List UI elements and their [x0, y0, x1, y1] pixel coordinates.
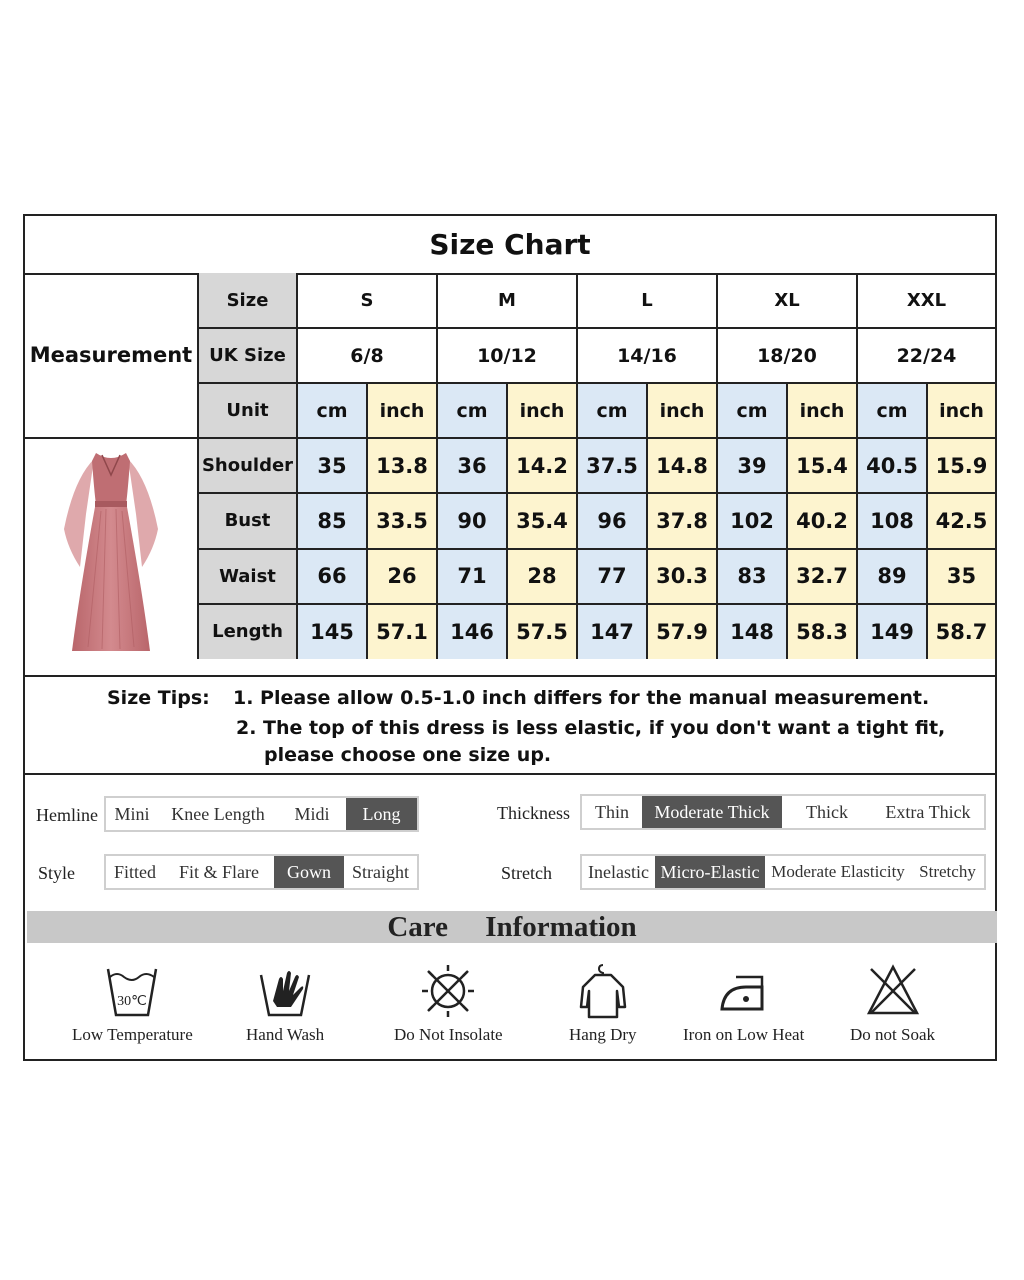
size-l: L [577, 273, 717, 328]
care-label-hang-dry: Hang Dry [569, 1025, 637, 1044]
table-cell: 57.5 [507, 604, 577, 659]
uk-size-l: 14/16 [577, 328, 717, 383]
no-sun-icon [416, 961, 480, 1021]
table-cell: 35 [927, 549, 995, 604]
style-label: Style [38, 863, 76, 883]
unit-header: Unit [198, 383, 297, 438]
style-option-straight[interactable]: Straight [352, 861, 409, 882]
iron-low-icon [716, 961, 772, 1021]
table-cell: 26 [367, 549, 437, 604]
table-cell: 85 [297, 493, 367, 548]
table-cell: 108 [857, 493, 927, 548]
care-item-iron-on-low-heat [683, 961, 804, 1045]
care-information-title: Care Information [387, 910, 637, 943]
size-tips-label: Size Tips: [107, 687, 210, 709]
measurement-row-shoulder [25, 438, 995, 493]
table-cell: 147 [577, 604, 647, 659]
table-cell: 30.3 [647, 549, 717, 604]
size-tips [25, 675, 995, 775]
hemline-options [104, 796, 419, 832]
care-label-iron-on-low-heat: Iron on Low Heat [683, 1025, 805, 1044]
no-soak-icon [865, 961, 921, 1021]
wash-30-icon [104, 961, 160, 1021]
table-cell: 32.7 [787, 549, 857, 604]
size-tip-2: 2. The top of this dress is less elastic, if you don't want a tight fit, [236, 717, 946, 739]
style-option-fitted[interactable]: Fitted [113, 861, 156, 882]
unit-cm: cm [717, 383, 787, 438]
table-cell: 39 [717, 438, 787, 493]
uk-size-header: UK Size [198, 328, 297, 383]
table-cell: 40.5 [857, 438, 927, 493]
uk-size-s: 6/8 [297, 328, 437, 383]
style-options [104, 854, 419, 890]
hang-dry-icon [575, 961, 631, 1021]
stretch-option-moderate-elasticity[interactable]: Moderate Elasticity [771, 862, 905, 881]
uk-size-xl: 18/20 [717, 328, 857, 383]
stretch-option-stretchy[interactable]: Stretchy [919, 862, 976, 881]
table-cell: 148 [717, 604, 787, 659]
thickness-option-thick[interactable]: Thick [806, 801, 848, 822]
title-row [25, 216, 995, 275]
table-cell: 42.5 [927, 493, 995, 548]
size-xxl: XXL [857, 273, 995, 328]
size-tip-1: 1. Please allow 0.5-1.0 inch differs for the manual measurement. [233, 687, 930, 709]
style-option-fit-and-flare[interactable]: Fit & Flare [179, 861, 259, 882]
hemline-option-long-selected[interactable]: Long [346, 798, 417, 830]
thickness-label: Thickness [497, 803, 570, 823]
care-item-do-not-insolate [394, 961, 503, 1045]
thickness-option-extra-thick[interactable]: Extra Thick [885, 801, 971, 822]
care-item-hang-dry [569, 961, 637, 1045]
table-cell: 89 [857, 549, 927, 604]
measurement-label-shoulder: Shoulder [198, 438, 297, 493]
hand-wash-icon [257, 961, 313, 1021]
thickness-option-thin[interactable]: Thin [595, 801, 629, 822]
stretch-options [580, 854, 986, 890]
stretch-option-micro-elastic-selected[interactable]: Micro-Elastic [655, 856, 765, 888]
table-cell: 36 [437, 438, 507, 493]
table-cell: 149 [857, 604, 927, 659]
table-cell: 145 [297, 604, 367, 659]
hemline-option-mini[interactable]: Mini [114, 803, 150, 824]
unit-inch: inch [927, 383, 995, 438]
care-item-hand-wash [246, 961, 324, 1045]
table-cell: 90 [437, 493, 507, 548]
table-cell: 58.7 [927, 604, 995, 659]
size-m: M [437, 273, 577, 328]
table-cell: 146 [437, 604, 507, 659]
uk-size-xxl: 22/24 [857, 328, 995, 383]
measurement-label-bust: Bust [198, 493, 297, 548]
size-table [25, 273, 995, 659]
care-label-do-not-insolate: Do Not Insolate [394, 1025, 503, 1044]
size-xl: XL [717, 273, 857, 328]
table-cell: 13.8 [367, 438, 437, 493]
table-cell: 28 [507, 549, 577, 604]
wash-temperature-text: 30℃ [117, 994, 148, 1009]
unit-cm: cm [297, 383, 367, 438]
care-label-do-not-soak: Do not Soak [850, 1025, 935, 1044]
unit-cm: cm [857, 383, 927, 438]
table-cell: 35.4 [507, 493, 577, 548]
table-cell: 33.5 [367, 493, 437, 548]
unit-inch: inch [787, 383, 857, 438]
table-cell: 83 [717, 549, 787, 604]
stretch-label: Stretch [501, 863, 552, 883]
table-cell: 37.8 [647, 493, 717, 548]
dress-image [56, 439, 166, 659]
unit-inch: inch [367, 383, 437, 438]
table-cell: 35 [297, 438, 367, 493]
unit-cm: cm [437, 383, 507, 438]
table-cell: 14.8 [647, 438, 717, 493]
size-chart-sheet [23, 214, 997, 1061]
table-cell: 58.3 [787, 604, 857, 659]
table-cell: 102 [717, 493, 787, 548]
thickness-options [580, 794, 986, 830]
measurement-label-waist: Waist [198, 549, 297, 604]
thickness-option-moderate-thick-selected[interactable]: Moderate Thick [642, 796, 782, 828]
care-information-bar [27, 911, 997, 943]
table-cell: 57.1 [367, 604, 437, 659]
uk-size-m: 10/12 [437, 328, 577, 383]
size-s: S [297, 273, 437, 328]
care-label-hand-wash: Hand Wash [246, 1025, 325, 1044]
hemline-option-knee-length[interactable]: Knee Length [171, 803, 265, 824]
table-cell: 71 [437, 549, 507, 604]
unit-inch: inch [647, 383, 717, 438]
care-item-do-not-soak [850, 961, 935, 1045]
size-header: Size [198, 273, 297, 328]
page-title: Size Chart [429, 228, 591, 261]
stretch-option-inelastic[interactable]: Inelastic [588, 861, 649, 882]
table-cell: 37.5 [577, 438, 647, 493]
care-item-low-temperature [72, 961, 193, 1045]
table-cell: 57.9 [647, 604, 717, 659]
hemline-option-midi[interactable]: Midi [294, 803, 330, 824]
measurement-label-length: Length [198, 604, 297, 659]
table-cell: 15.9 [927, 438, 995, 493]
table-cell: 66 [297, 549, 367, 604]
table-cell: 14.2 [507, 438, 577, 493]
unit-inch: inch [507, 383, 577, 438]
care-label-low-temperature: Low Temperature [72, 1025, 193, 1044]
dress-image-cell [25, 438, 198, 659]
table-cell: 40.2 [787, 493, 857, 548]
table-cell: 96 [577, 493, 647, 548]
size-row [25, 273, 995, 328]
table-cell: 15.4 [787, 438, 857, 493]
table-cell: 77 [577, 549, 647, 604]
measurement-label: Measurement [25, 273, 198, 438]
style-option-gown-selected[interactable]: Gown [274, 856, 344, 888]
hemline-label: Hemline [36, 805, 98, 825]
size-tip-2-continued: please choose one size up. [264, 744, 552, 766]
unit-cm: cm [577, 383, 647, 438]
